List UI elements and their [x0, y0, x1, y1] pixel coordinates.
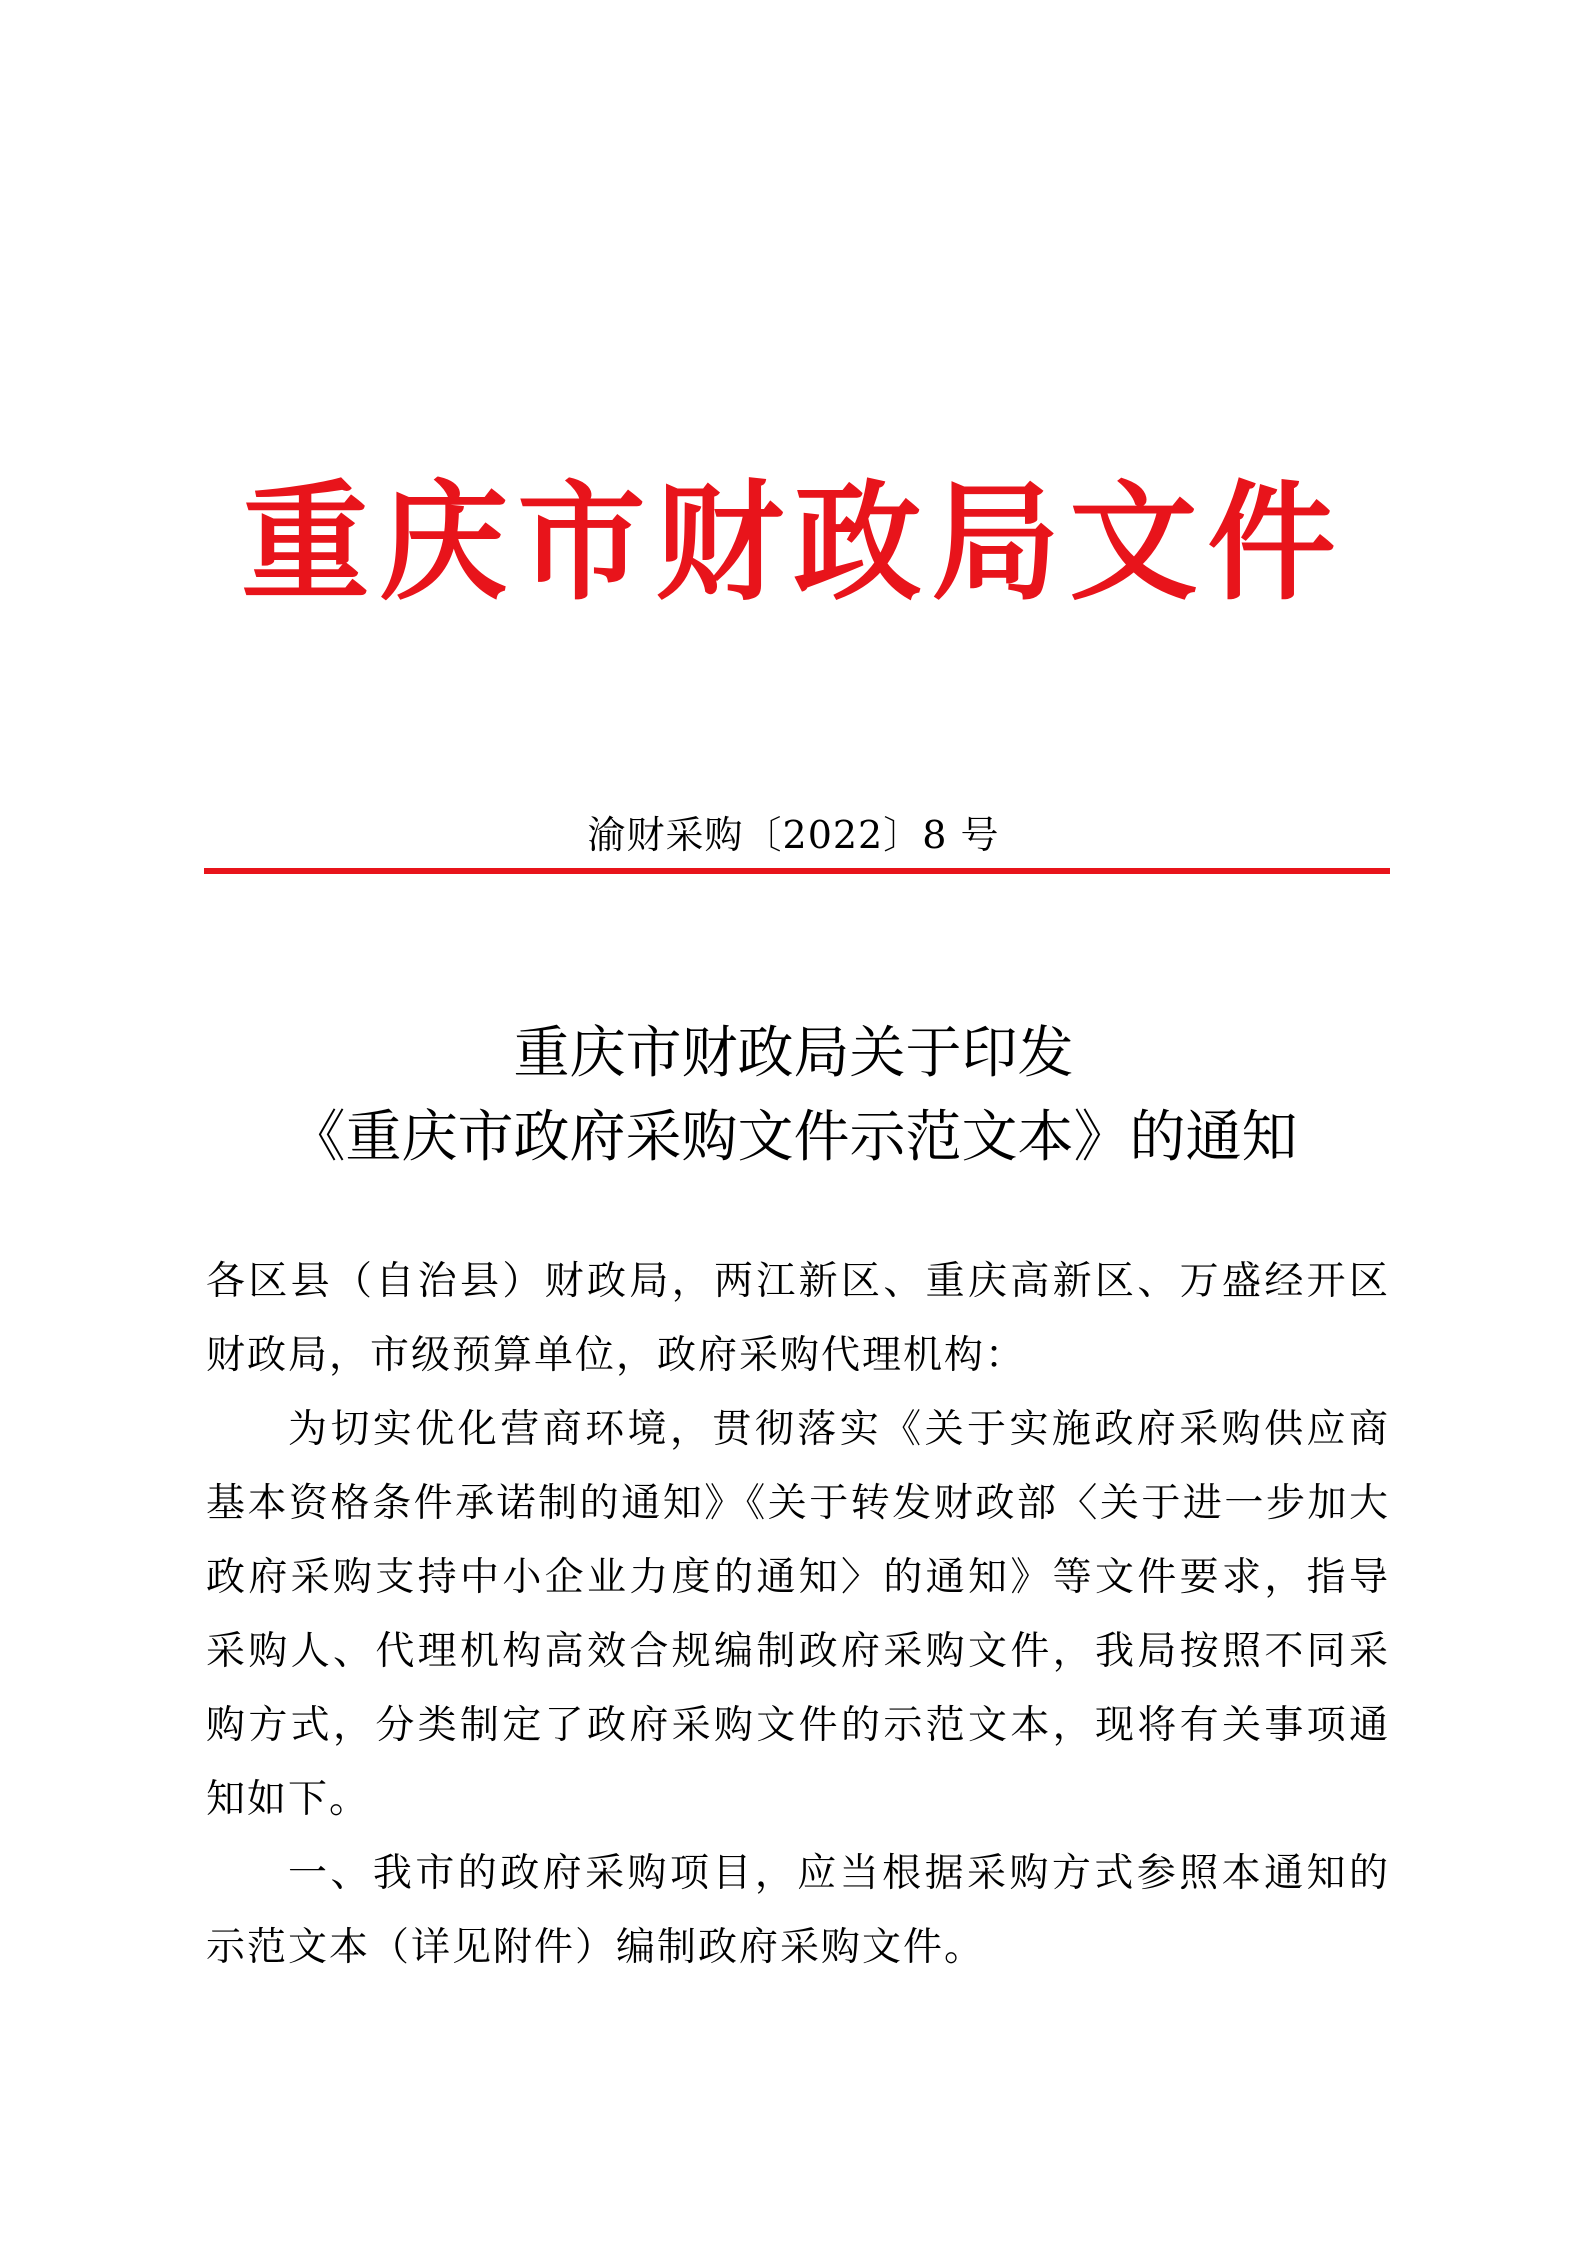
masthead-title: 重庆市财政局文件: [241, 468, 1346, 618]
document-title: [0, 1012, 1587, 1180]
red-divider-line: [204, 868, 1390, 874]
body-paragraph: 一、我市的政府采购项目，应当根据采购方式参照本通知的示范文本（详见附件）编制政府采购文件。: [206, 1851, 1390, 1970]
document-number: 渝财采购〔2022〕8 号: [587, 813, 1000, 857]
body-paragraph: 为切实优化营商环境，贯彻落实《关于实施政府采购供应商基本资格条件承诺制的通知》《关于转发财政部〈关于进一步加大政府采购支持中小企业力度的通知〉的通知》等文件要求，指导采购人、代理机构高效合规编制政府采购文件，我局按照不同采购方式，分类制定了政府采购文件的示范文本，现将有关事项通知如下。: [206, 1407, 1390, 1822]
document-title-line-2: 《重庆市政府采购文件示范文本》的通知: [289, 1105, 1298, 1170]
document-body: [206, 1245, 1390, 1985]
salutation: 各区县（自治县）财政局，两江新区、重庆高新区、万盛经开区财政局，市级预算单位，政府采购代理机构：: [206, 1259, 1390, 1378]
document-title-line-1: 重庆市财政局关于印发: [513, 1021, 1074, 1086]
